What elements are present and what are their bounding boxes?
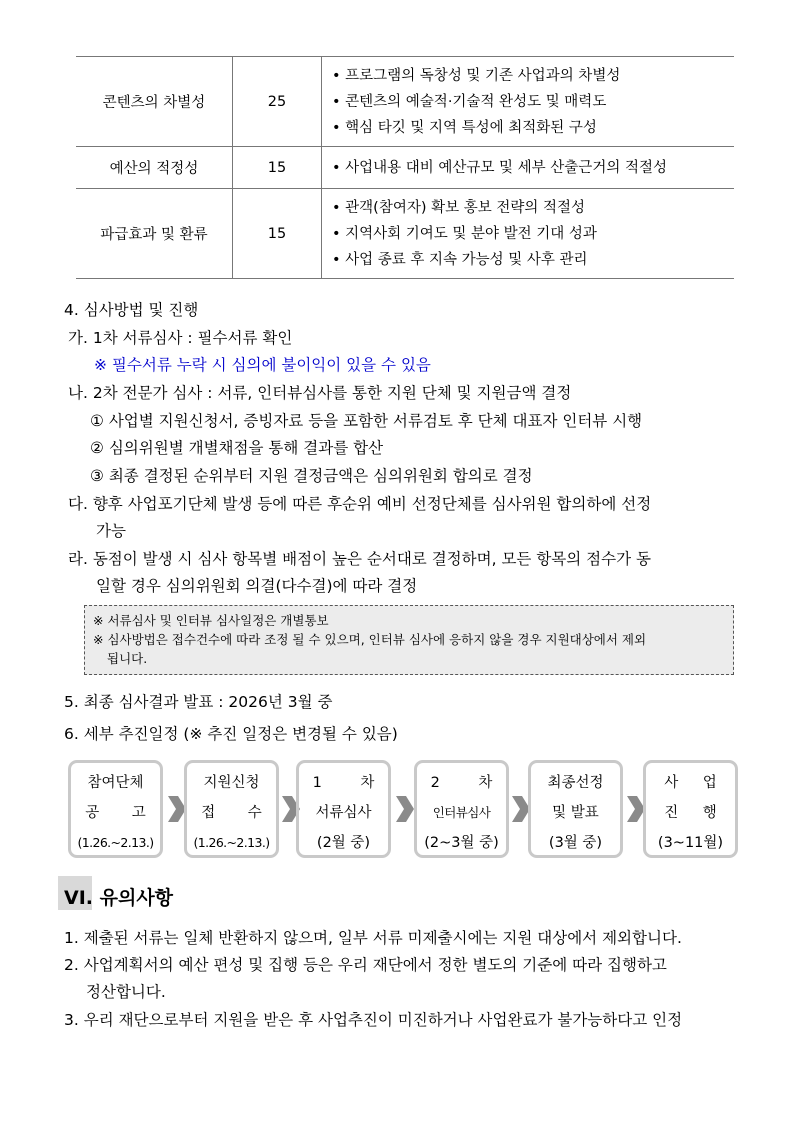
step-date: (1.26.~2.13.) xyxy=(77,835,154,850)
criteria-description xyxy=(322,147,735,189)
step-date: (1.26.~2.13.) xyxy=(193,835,270,850)
criteria-item: • 콘텐츠의 예술적·기술적 완성도 및 매력도 xyxy=(332,93,607,110)
result-announcement: 5. 최종 심사결과 발표 : 2026년 3월 중 xyxy=(64,693,333,711)
review-step-ra: 라. 동점이 발생 시 심사 항목별 배점이 높은 순서대로 결정하며, 모든 항목의 점수가 동 xyxy=(68,550,651,568)
criteria-item: • 사업 종료 후 지속 가능성 및 사후 관리 xyxy=(332,251,588,268)
step-subtitle: 및 발표 xyxy=(552,805,599,821)
review-heading: 4. 심사방법 및 진행 xyxy=(64,301,199,319)
step-title: 2 차 xyxy=(430,775,493,791)
criteria-item: • 지역사회 기여도 및 분야 발전 기대 성과 xyxy=(332,225,597,242)
evaluation-criteria-table xyxy=(76,56,734,279)
criteria-score: 15 xyxy=(233,147,322,189)
schedule-step xyxy=(643,760,738,858)
review-ga-note: ※ 필수서류 누락 시 심의에 불이익이 있을 수 있음 xyxy=(94,356,431,374)
review-na-item: ① 사업별 지원신청서, 증빙자료 등을 포함한 서류검토 후 단체 대표자 인터뷰 시행 xyxy=(90,412,643,430)
schedule-step xyxy=(68,760,163,858)
step-date: (2~3월 중) xyxy=(424,835,499,851)
review-na-item: ③ 최종 결정된 순위부터 지원 결정금액은 심의위원회 합의로 결정 xyxy=(90,467,533,485)
notice-line: ※ 심사방법은 접수건수에 따라 조정 될 수 있으며, 인터뷰 심사에 응하지 않을 경우 지원대상에서 제외 xyxy=(93,632,647,647)
table-row xyxy=(76,147,734,189)
criteria-description xyxy=(322,57,735,147)
schedule-step xyxy=(296,760,391,858)
step-date: (3월 중) xyxy=(548,835,603,851)
step-title: 사 업 xyxy=(664,775,717,791)
criteria-name: 파급효과 및 환류 xyxy=(76,189,233,279)
notice-item: 3. 우리 재단으로부터 지원을 받은 후 사업추진이 미진하거나 사업완료가 불가능하다고 인정 xyxy=(64,1011,683,1029)
schedule-step xyxy=(528,760,623,858)
criteria-item: • 프로그램의 독창성 및 기존 사업과의 차별성 xyxy=(332,67,621,84)
step-title: 최종선정 xyxy=(547,775,604,791)
schedule-flow xyxy=(68,760,736,860)
schedule-heading: 6. 세부 추진일정 (※ 추진 일정은 변경될 수 있음) xyxy=(64,725,398,743)
schedule-step xyxy=(414,760,509,858)
step-date: (3~11월) xyxy=(657,835,724,851)
step-subtitle: 공 고 xyxy=(85,805,146,821)
criteria-item: • 사업내용 대비 예산규모 및 세부 산출근거의 적절성 xyxy=(332,159,667,176)
review-step-da-cont: 가능 xyxy=(96,522,126,540)
step-title: 지원신청 xyxy=(203,775,260,791)
step-subtitle: 접 수 xyxy=(201,805,262,821)
review-step-ga: 가. 1차 서류심사 : 필수서류 확인 xyxy=(68,329,293,347)
step-title: 1 차 xyxy=(312,775,375,791)
step-subtitle: 서류심사 xyxy=(315,805,372,821)
table-row xyxy=(76,189,734,279)
criteria-item: • 관객(참여자) 확보 홍보 전략의 적절성 xyxy=(332,199,586,216)
review-step-ra-cont: 일할 경우 심의위원회 의결(다수결)에 따라 결정 xyxy=(96,577,418,595)
criteria-name: 콘텐츠의 차별성 xyxy=(76,57,233,147)
table-row xyxy=(76,57,734,147)
criteria-description xyxy=(322,189,735,279)
chevron-right-icon xyxy=(394,796,414,822)
criteria-score: 25 xyxy=(233,57,322,147)
section-title: VI. 유의사항 xyxy=(64,887,174,909)
criteria-name: 예산의 적정성 xyxy=(76,147,233,189)
notice-item: 1. 제출된 서류는 일체 반환하지 않으며, 일부 서류 미제출시에는 지원 대상에서 제외합니다. xyxy=(64,929,682,947)
review-notice-box xyxy=(84,605,734,675)
chevron-right-icon xyxy=(166,796,186,822)
review-na-item: ② 심의위원별 개별채점을 통해 결과를 합산 xyxy=(90,439,384,457)
step-subtitle: 인터뷰심사 xyxy=(432,805,491,820)
schedule-step xyxy=(184,760,279,858)
notice-line: 됩니다. xyxy=(107,651,148,666)
review-step-da: 다. 향후 사업포기단체 발생 등에 따른 후순위 예비 선정단체를 심사위원 합의하에 선정 xyxy=(68,495,652,513)
review-step-na: 나. 2차 전문가 심사 : 서류, 인터뷰심사를 통한 지원 단체 및 지원금액 결정 xyxy=(68,384,572,402)
chevron-right-icon xyxy=(625,796,645,822)
criteria-item: • 핵심 타깃 및 지역 특성에 최적화된 구성 xyxy=(332,119,597,136)
step-subtitle: 진 행 xyxy=(664,805,717,821)
notice-item: 2. 사업계획서의 예산 편성 및 집행 등은 우리 재단에서 정한 별도의 기준에 따라 집행하고 xyxy=(64,956,667,974)
notice-line: ※ 서류심사 및 인터뷰 심사일정은 개별통보 xyxy=(93,613,329,628)
notice-item-cont: 정산합니다. xyxy=(86,983,166,1001)
step-title: 참여단체 xyxy=(87,775,144,791)
criteria-score: 15 xyxy=(233,189,322,279)
chevron-right-icon xyxy=(510,796,530,822)
step-date: (2월 중) xyxy=(316,835,371,851)
